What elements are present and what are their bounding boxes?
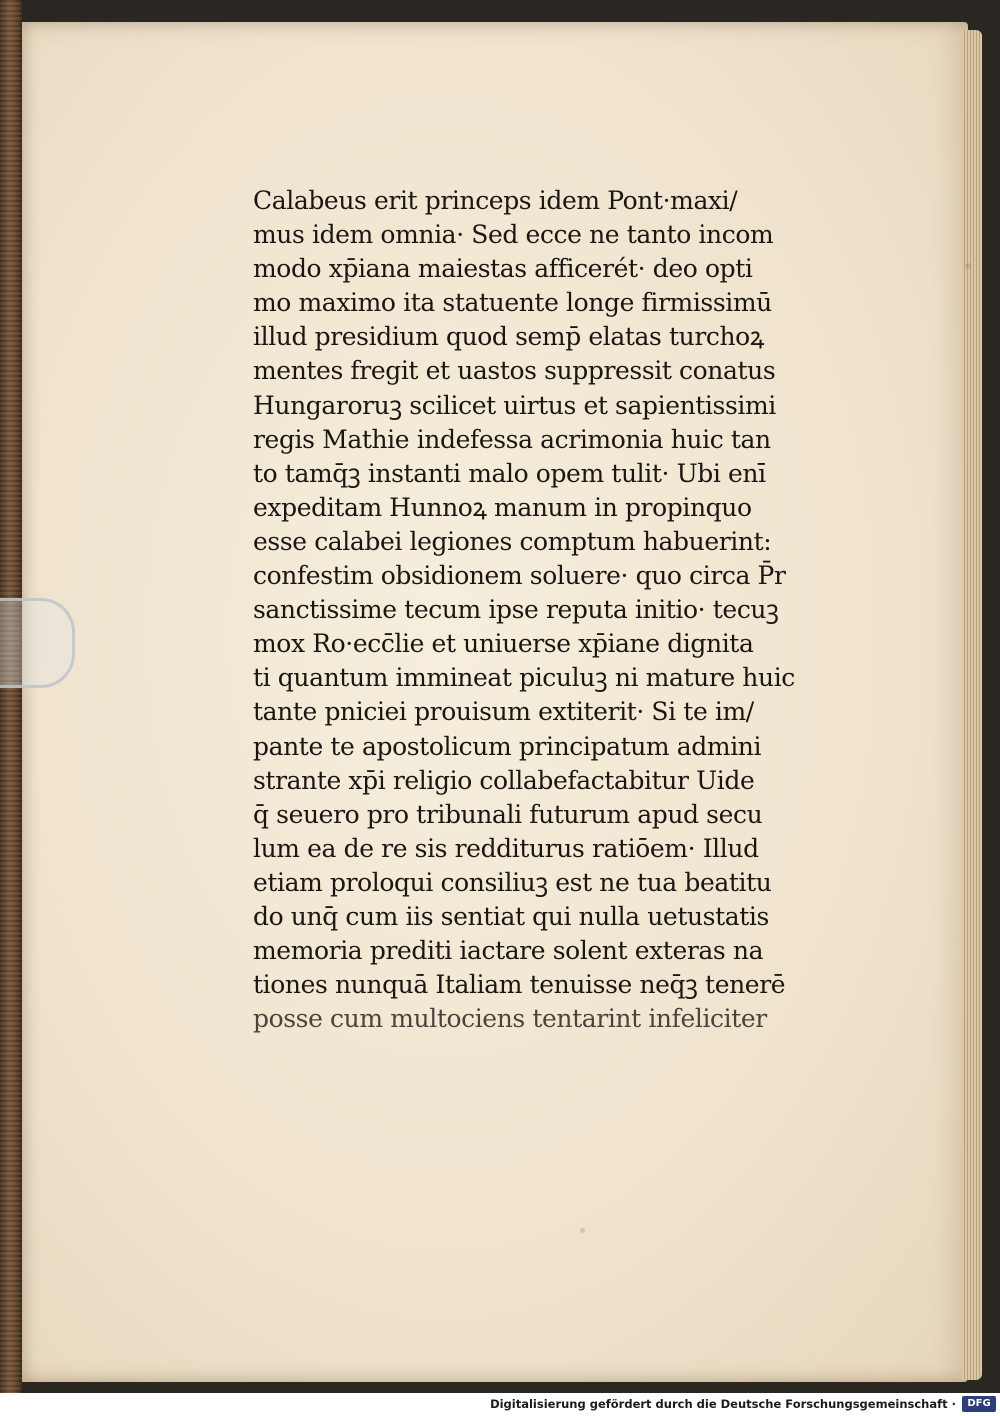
text-line: strante xp̄i religio collabefactabitur Uide [253, 765, 755, 795]
text-line: tante pniciei prouisum extiterit· Si te im/ [253, 697, 754, 727]
binding-texture [0, 0, 22, 1393]
digitization-footer [0, 1393, 1000, 1416]
text-line: pante te apostolicum principatum admini [253, 731, 762, 761]
page-stain [965, 263, 971, 269]
text-line: etiam proloqui consiliuꝫ est ne tua beatitu [253, 867, 772, 897]
text-line: to tamq̄ꝫ instanti malo opem tulit· Ubi enī [253, 458, 766, 488]
printed-text-block [253, 184, 823, 1036]
text-line: tiones nunquā Italiam tenuisse neq̄ꝫ tenerē [253, 970, 786, 1000]
text-line: posse cum multociens tentarint infeliciter [253, 1004, 767, 1034]
text-line: memoria prediti iactare solent exteras na [253, 936, 764, 966]
text-line: illud presidium quod semp̄ elatas turchoꝝ [253, 322, 764, 352]
text-line: mox Ro·ecc̄lie et uniuerse xp̄iane dignita [253, 629, 754, 659]
text-line: Calabeus erit princeps idem Pont·maxi/ [253, 186, 738, 215]
text-line: do unq̄ cum iis sentiat qui nulla uetustatis [253, 901, 769, 931]
text-line: lum ea de re sis redditurus ratiōem· Illud [253, 833, 759, 863]
plastic-clip [0, 598, 75, 688]
text-line: q̄ seuero pro tribunali futurum apud secu [253, 799, 763, 829]
text-line: mo maximo ita statuente longe firmissimū [253, 288, 772, 318]
text-line: mentes fregit et uastos suppressit conatus [253, 356, 776, 386]
text-line: ti quantum immineat piculuꝫ ni mature huic [253, 663, 795, 693]
text-line: confestim obsidionem soluere· quo circa P̄r [253, 561, 786, 591]
text-line: Hungaroruꝫ scilicet uirtus et sapientissimi [253, 390, 776, 420]
dfg-logo: DFG [962, 1396, 996, 1412]
text-line: esse calabei legiones comptum habuerint: [253, 526, 772, 556]
page-stain [580, 1228, 585, 1233]
text-line: regis Mathie indefessa acrimonia huic tan [253, 424, 771, 454]
text-line: expeditam Hunnoꝝ manum in propinquo [253, 492, 752, 522]
text-line: mus idem omnia· Sed ecce ne tanto incom [253, 220, 774, 250]
funding-credit: Digitalisierung gefördert durch die Deutsche Forschungsgemeinschaft · [490, 1397, 956, 1411]
text-line: modo xp̄iana maiestas afficerét· deo opti [253, 254, 753, 284]
text-line: sanctissime tecum ipse reputa initio· tecuꝫ [253, 595, 779, 625]
page-edges [962, 30, 982, 1380]
